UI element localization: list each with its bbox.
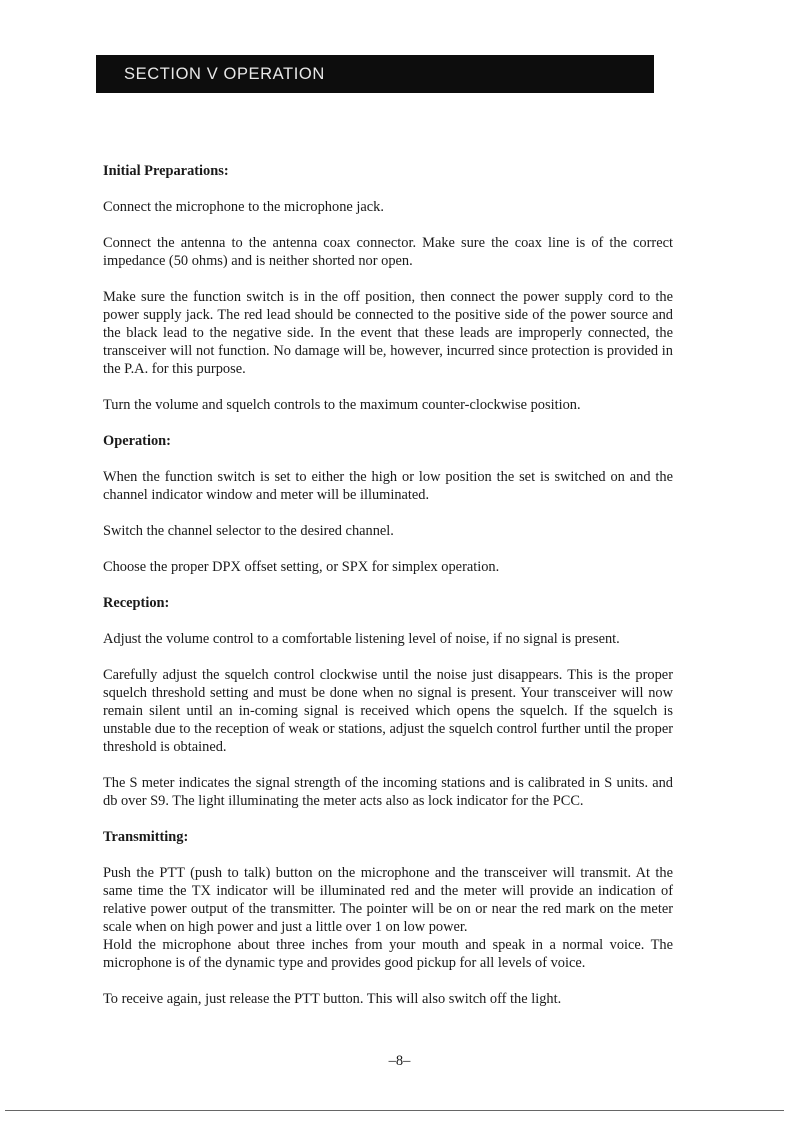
paragraph-power-supply: Make sure the function switch is in the off position, then connect the power supply cord to the power supply jack. The red lead should be connected to the positive side of the power source and the black lead to the negative side. In the event that these leads are improperly connected, the transceiver will not function. No damage will be, however, incurred since protection is provided in the P.A. for this purpose. [103,289,673,377]
paragraph-volume-control: Adjust the volume control to a comfortable listening level of noise, if no signal is present. [103,631,620,647]
paragraph-s-meter: The S meter indicates the signal strength of the incoming stations and is calibrated in S units. and db over S9. The light illuminating the meter acts also as lock indicator for the PCC. [103,775,673,809]
paragraph-function-switch: When the function switch is set to either the high or low position the set is switched on and the channel indicator window and meter will be illuminated. [103,469,673,503]
paragraph-push-to-talk: Push the PTT (push to talk) button on the microphone and the transceiver will transmit. At the same time the TX indicator will be illuminated red and the meter will provide an indication of relative power output of the transmitter. The pointer will be on or near the red mark on the meter scale when on high power and just a little over 1 on low power. [103,865,673,935]
paragraph-hold-microphone: Hold the microphone about three inches from your mouth and speak in a normal voice. The microphone is of the dynamic type and provides good pickup for all levels of voice. [103,937,673,971]
paragraph-dpx-offset: Choose the proper DPX offset setting, or SPX for simplex operation. [103,559,500,575]
heading-reception: Reception: [103,595,170,611]
section-banner [96,55,654,93]
bottom-rule [5,1110,784,1111]
heading-transmitting: Transmitting: [103,829,189,845]
heading-operation: Operation: [103,433,171,449]
paragraph-channel-selector: Switch the channel selector to the desired channel. [103,523,394,539]
paragraph-connect-antenna: Connect the antenna to the antenna coax connector. Make sure the coax line is of the correct impedance (50 ohms) and is neither shorted nor open. [103,235,673,269]
paragraph-squelch-adjust: Carefully adjust the squelch control clockwise until the noise just disappears. This is the proper squelch threshold setting and must be done when no signal is present. Your transceiver will now remain silent until an in-coming signal is received which opens the squelch. If the squelch is unstable due to the reception of weak or stations, adjust the squelch control further until the proper threshold is obtained. [103,667,673,755]
page-body [103,162,673,1026]
paragraph-connect-microphone: Connect the microphone to the microphone jack. [103,199,384,215]
section-title: SECTION V OPERATION [124,64,325,83]
paragraph-receive-again: To receive again, just release the PTT button. This will also switch off the light. [103,991,562,1007]
page-number: –8– [388,1053,411,1069]
heading-initial-preparations: Initial Preparations: [103,163,229,179]
paragraph-volume-squelch: Turn the volume and squelch controls to the maximum counter-clockwise position. [103,397,581,413]
